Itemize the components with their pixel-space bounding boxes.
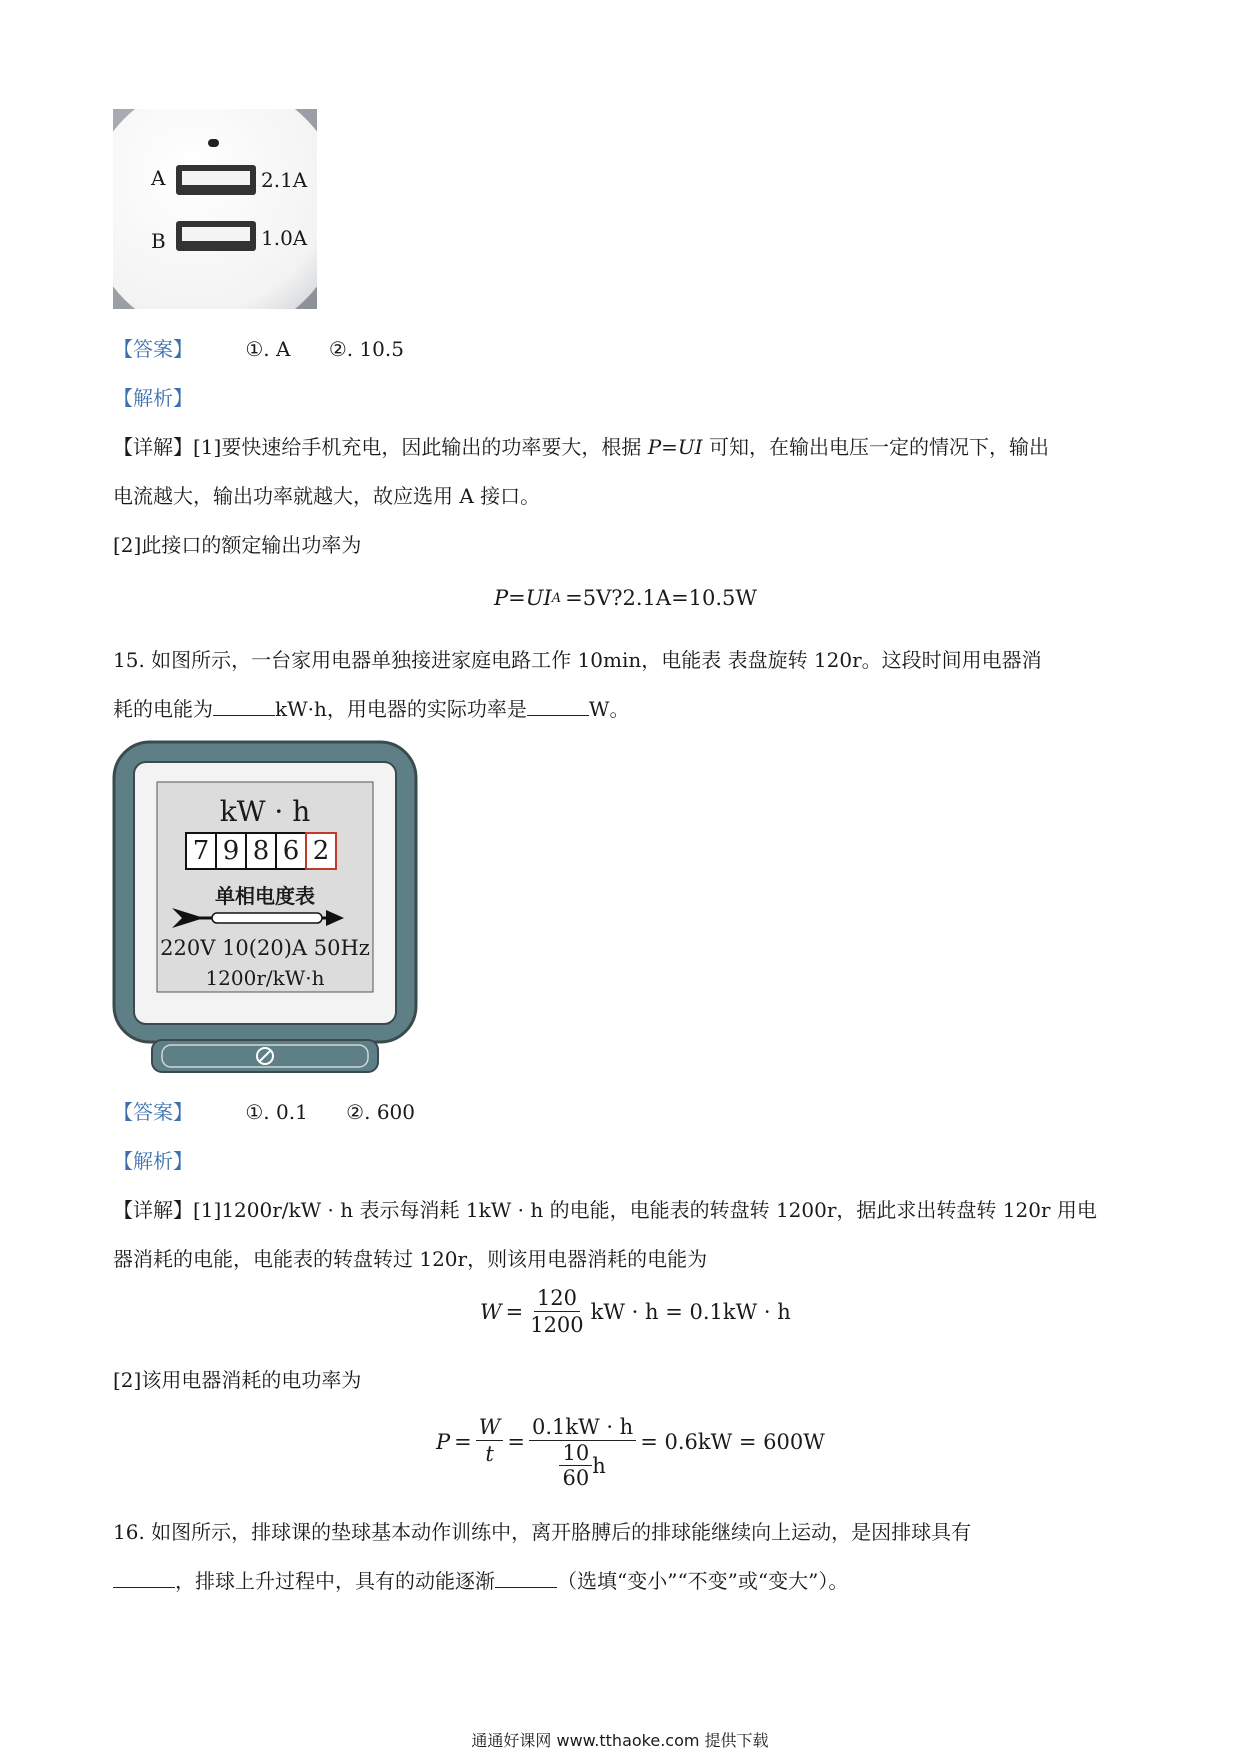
q16-question-line-2: ，排球上升过程中，具有的动能逐渐 （选填“变小”“不变”或“变大”）。 xyxy=(113,1569,848,1593)
port-b-label: B xyxy=(151,229,166,253)
answer-1: ①. A xyxy=(245,337,291,361)
inline-formula: P=UI xyxy=(647,435,703,459)
meter-spec: 220V 10(20)A 50Hz xyxy=(160,936,370,960)
answer-1: ①. 0.1 xyxy=(245,1100,308,1124)
digit-2: 9 xyxy=(217,832,247,870)
q15-detail-line-2: 器消耗的电能，电能表的转盘转过 120r，则该用电器消耗的电能为 xyxy=(113,1247,708,1271)
digit-5: 2 xyxy=(305,832,337,870)
q15-equation-1: W = $\frac{120}{1200}$ kW · h = 0.1kW · h xyxy=(480,1286,791,1337)
q15-detail-line-1: 【详解】[1]1200r/kW · h 表示每消耗 1kW · h 的电能，电能表的转盘转 1200r，据此求出转盘转 120r 用电 xyxy=(113,1198,1097,1222)
page-footer: 通通好课网 www.tthaoke.com 提供下载 xyxy=(471,1731,769,1750)
answer-blank-1[interactable] xyxy=(213,697,275,716)
answer-blank-2[interactable] xyxy=(527,697,589,716)
q15-question-line-1: 15. 如图所示，一台家用电器单独接进家庭电路工作 10min，电能表 表盘旋转 120r。这段时间用电器消 xyxy=(113,648,1042,672)
digit-3: 8 xyxy=(247,832,277,870)
q15-equation-2: P = $\frac{W}{t}$ = 0.1kW · h $\frac{10}{60}$ h = 0.6kW = 600W xyxy=(436,1415,825,1490)
q15-detail-line-3: [2]该用电器消耗的电功率为 xyxy=(113,1368,362,1392)
answer-2: ②. 600 xyxy=(346,1100,415,1124)
q14-formula: P=UI A =5V?2.1A=10.5W xyxy=(494,586,758,610)
port-a-label: A xyxy=(151,166,166,190)
q15-question-line-2: 耗的电能为 kW·h，用电器的实际功率是 W。 xyxy=(113,697,630,721)
q14-detail-line-1: 【详解】[1]要快速给手机充电，因此输出的功率要大，根据 P=UI 可知，在输出电压一定的情况下，输出 xyxy=(113,435,1050,459)
fraction-w-t: $\frac{W}{t}$ xyxy=(476,1414,504,1467)
q14-detail-line-2: 电流越大，输出功率就越大，故应选用 A 接口。 xyxy=(113,484,541,508)
answer-tag: 【答案】 xyxy=(113,1100,193,1124)
answer-blank-1[interactable] xyxy=(113,1569,175,1588)
port-a-current: 2.1A xyxy=(261,168,308,192)
meter-name: 单相电度表 xyxy=(215,884,315,908)
detail-tag: 【详解】 xyxy=(113,1198,193,1222)
q14-detail-line-3: [2]此接口的额定输出功率为 xyxy=(113,533,362,557)
answer-2: ②. 10.5 xyxy=(328,337,404,361)
detail-tag: 【详解】 xyxy=(113,435,193,459)
q16-question-line-1: 16. 如图所示，排球课的垫球基本动作训练中，离开胳膊后的排球能继续向上运动，是因排球具有 xyxy=(113,1520,972,1544)
question-number: 15. xyxy=(113,648,145,672)
port-b-current: 1.0A xyxy=(261,226,308,250)
answer-tag: 【答案】 xyxy=(113,337,193,361)
meter-unit: kW · h xyxy=(219,795,311,828)
question-number: 16. xyxy=(113,1520,145,1544)
q15-analysis-tag: 【解析】 xyxy=(113,1149,193,1173)
digit-4: 6 xyxy=(277,832,307,870)
digit-1: 7 xyxy=(185,832,217,870)
q14-analysis-tag: 【解析】 xyxy=(113,386,193,410)
fraction: $\frac{120}{1200}$ xyxy=(530,1286,584,1337)
fraction-energy-time: 0.1kW · h $\frac{10}{60}$ h xyxy=(529,1414,636,1490)
q14-answer xyxy=(113,337,404,361)
answer-blank-2[interactable] xyxy=(495,1569,557,1588)
meter-digits xyxy=(185,832,337,870)
charger-illustration xyxy=(113,109,317,309)
q15-answer xyxy=(113,1100,415,1124)
meter-constant: 1200r/kW·h xyxy=(205,966,325,990)
charger-figure xyxy=(113,109,317,309)
electric-meter-figure xyxy=(112,740,418,1076)
meter-seal-icon xyxy=(254,1045,276,1067)
